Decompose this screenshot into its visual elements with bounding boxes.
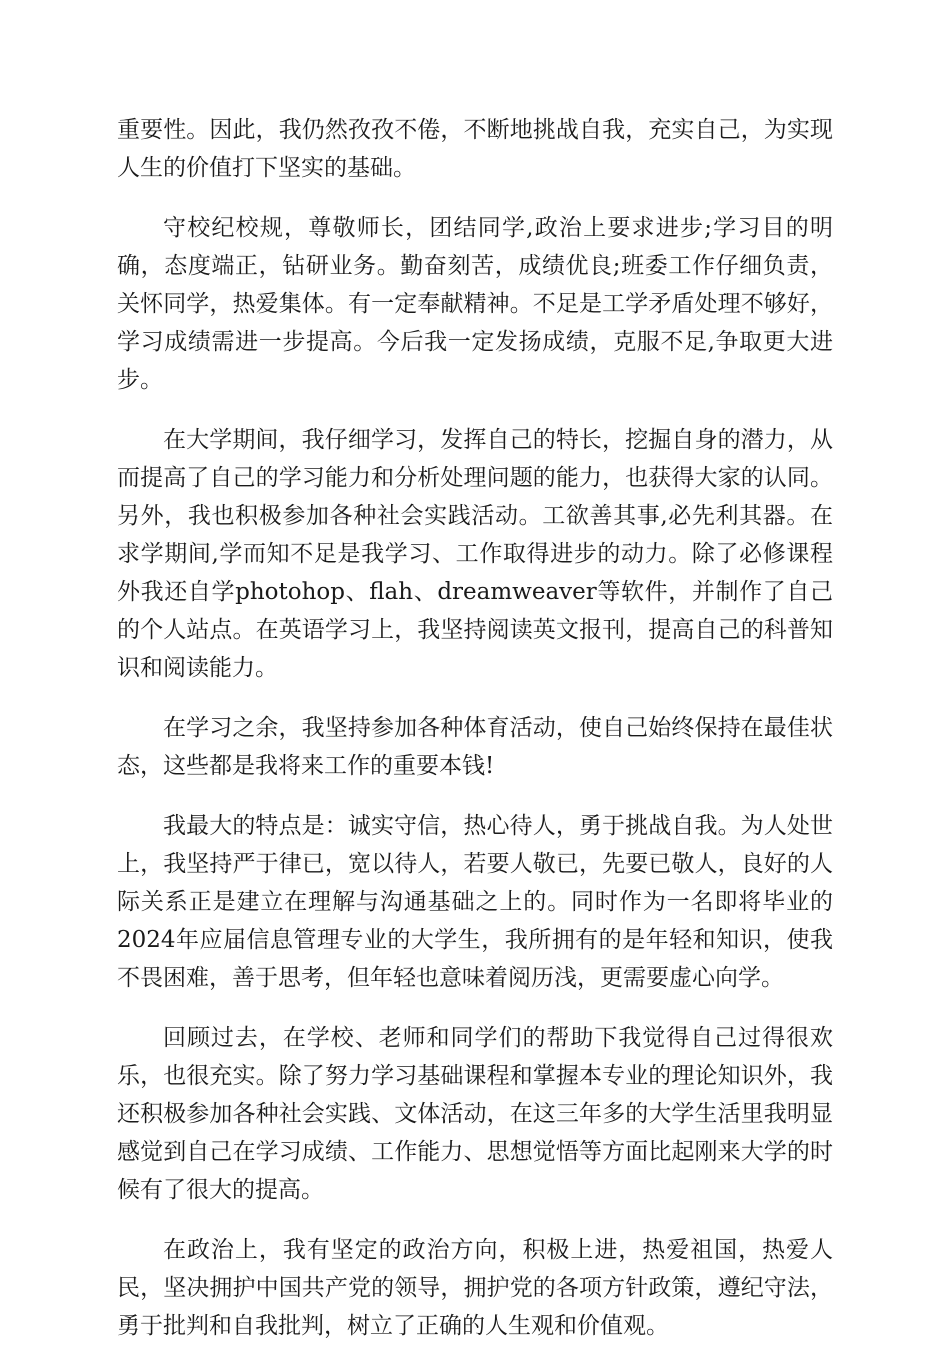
document-body (117, 111, 833, 1367)
paragraph-6: 回顾过去，在学校、老师和同学们的帮助下我觉得自己过得很欢乐，也很充实。除了努力学习基础课程和掌握本专业的理论知识外，我还积极参加各种社会实践、文体活动，在这三年多的大学生活里我明显感觉到自己在学习成绩、工作能力、思想觉悟等方面比起刚来大学的时候有了很大的提高。 (117, 1025, 833, 1203)
paragraph-2: 守校纪校规，尊敬师长，团结同学,政治上要求进步;学习目的明确，态度端正，钻研业务。勤奋刻苦，成绩优良;班委工作仔细负责，关怀同学，热爱集体。有一定奉献精神。不足是工学矛盾处理不够好，学习成绩需进一步提高。今后我一定发扬成绩，克服不足,争取更大进步。 (117, 215, 833, 393)
paragraph-4: 在学习之余，我坚持参加各种体育活动，使自己始终保持在最佳状态，这些都是我将来工作的重要本钱! (117, 715, 833, 779)
paragraph-1: 重要性。因此，我仍然孜孜不倦，不断地挑战自我，充实自己，为实现人生的价值打下坚实的基础。 (117, 117, 833, 181)
paragraph-5: 我最大的特点是：诚实守信，热心待人，勇于挑战自我。为人处世上，我坚持严于律已，宽以待人，若要人敬已，先要已敬人，良好的人际关系正是建立在理解与沟通基础之上的。同时作为一名即将毕业的2024年应届信息管理专业的大学生，我所拥有的是年轻和知识，使我不畏困难，善于思考，但年轻也意味着阅历浅，更需要虚心向学。 (117, 813, 833, 991)
paragraph-7: 在政治上，我有坚定的政治方向，积极上进，热爱祖国，热爱人民，坚决拥护中国共产党的领导，拥护党的各项方针政策，遵纪守法，勇于批判和自我批判，树立了正确的人生观和价值观。 (117, 1237, 833, 1339)
paragraph-3: 在大学期间，我仔细学习，发挥自己的特长，挖掘自身的潜力，从而提高了自己的学习能力和分析处理问题的能力，也获得大家的认同。另外，我也积极参加各种社会实践活动。工欲善其事,必先利其器。在求学期间,学而知不足是我学习、工作取得进步的动力。除了必修课程外我还自学photohop、flah、dreamweaver等软件，并制作了自己的个人站点。在英语学习上，我坚持阅读英文报刊，提高自己的科普知识和阅读能力。 (117, 427, 833, 681)
